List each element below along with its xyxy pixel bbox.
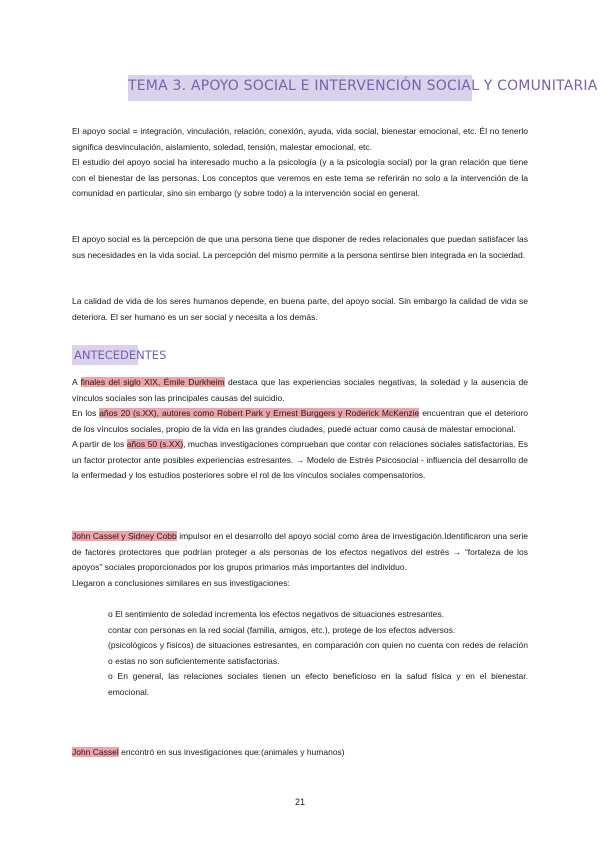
intro-block-2 <box>72 232 528 263</box>
text-span: A partir de los <box>72 439 127 449</box>
text-span: En los <box>72 408 100 418</box>
intro-paragraph-1: El apoyo social = integración, vinculación, relación, conexión, ayuda, vida social, bienestar emocional, etc. Él no tenerlo significa desvinculación, aislamiento, soledad, tensión, malestar emocional, etc. <box>72 126 528 152</box>
list-item: o En general, las relaciones sociales tienen un efecto beneficioso en la salud física y en el bienestar. emocional. <box>108 671 528 697</box>
cassel-cobb-block <box>72 529 528 591</box>
section-heading: ANTECEDENTES <box>74 348 167 362</box>
text-span: , muchas investigaciones comprueban que contar con relaciones sociales satisfactorias. Es un factor protector ante posibles experiencias estresantes. → Modelo de Estrés Psicosocial - influencia del desarrollo de la enfermedad y los estudios posteriores sobre el rol de los vínculos sociales compensatorios. <box>72 439 528 480</box>
list-item: o El sentimiento de soledad incrementa los efectos negativos de situaciones estresantes. <box>108 609 444 619</box>
text-span: encuentran que el deterioro de los vínculos sociales, propio de la vida en las grandes ciudades, puede actuar como causa de malestar emocional. <box>72 408 528 434</box>
intro-paragraph-2: El estudio del apoyo social ha interesado mucho a la psicología (y a la psicología social) por la gran relación que tiene con el bienestar de las personas. Los conceptos que veremos en este tema se referirán no solo a la intervención de la comunidad en particular, sino sin embargo (y sobre todo) a la intervención social en general. <box>72 157 528 198</box>
highlighted-text: John Cassel <box>72 747 119 757</box>
text-span: destaca que las experiencias sociales negativas, la soledad y la ausencia de vínculos sociales son las principales causas del suicidio. <box>72 377 529 403</box>
title-highlight <box>128 75 598 101</box>
page-title: TEMA 3. APOYO SOCIAL E INTERVENCIÓN SOCIAL Y COMUNITARIA <box>128 78 598 94</box>
antecedentes-block <box>72 375 528 484</box>
highlighted-text: finales del siglo XIX, Émile Durkheim <box>80 377 225 387</box>
final-block <box>72 745 528 761</box>
intro-block-1 <box>72 124 528 202</box>
antecedente-anos-50 <box>72 437 528 484</box>
antecedente-park <box>72 406 528 437</box>
conclusiones-intro: Llegaron a conclusiones similares en sus investigaciones: <box>72 577 290 588</box>
section-highlight <box>72 345 167 365</box>
highlighted-text: John Cassel y Sidney Cobb <box>72 531 177 541</box>
text-span: encontró en sus investigaciones que:(animales y humanos) <box>118 747 345 757</box>
list-item: (psicológicos y físicos) de situaciones estresantes, en comparación con quien no cuenta con redes de relación o estas no son suficientemente satisfactorias. <box>108 640 528 666</box>
list-item: contar con personas en la red social (familia, amigos, etc.), protege de los efectos adversos. <box>108 624 456 635</box>
text-span: impulsor en el desarrollo del apoyo social como área de investigación.Identificaron una serie de factores protectores que podrían proteger a als personas de los efectos negativos del estrés → “fortaleza de los apoyos” sociales proporcionados por los grupos primarios más importantes del individuo. <box>72 531 528 572</box>
text-span: A <box>72 377 81 387</box>
highlighted-text: años 50 (s.XX) <box>126 439 184 449</box>
highlighted-text: años 20 (s.XX), autores como Robert Park y Ernest Burggers y Roderick McKenzie <box>99 408 420 418</box>
antecedente-durkheim <box>72 375 528 406</box>
antecedente-cassel-cobb <box>72 529 528 576</box>
final-paragraph <box>72 745 528 761</box>
page-number: 21 <box>294 797 305 807</box>
intro-block-3 <box>72 294 528 325</box>
conclusiones-list <box>108 607 528 700</box>
intro-paragraph-3: El apoyo social es la percepción de que una persona tiene que disponer de redes relacionales que puedan satisfacer las sus necesidades en la vida social. La percepción del mismo permite a la persona sentirse bien integrada en la sociedad. <box>72 234 528 260</box>
intro-paragraph-4: La calidad de vida de los seres humanos depende, en buena parte, del apoyo social. Sin embargo la calidad de vida se deteriora. El ser humano es un ser social y necesita a los demás. <box>72 296 528 322</box>
